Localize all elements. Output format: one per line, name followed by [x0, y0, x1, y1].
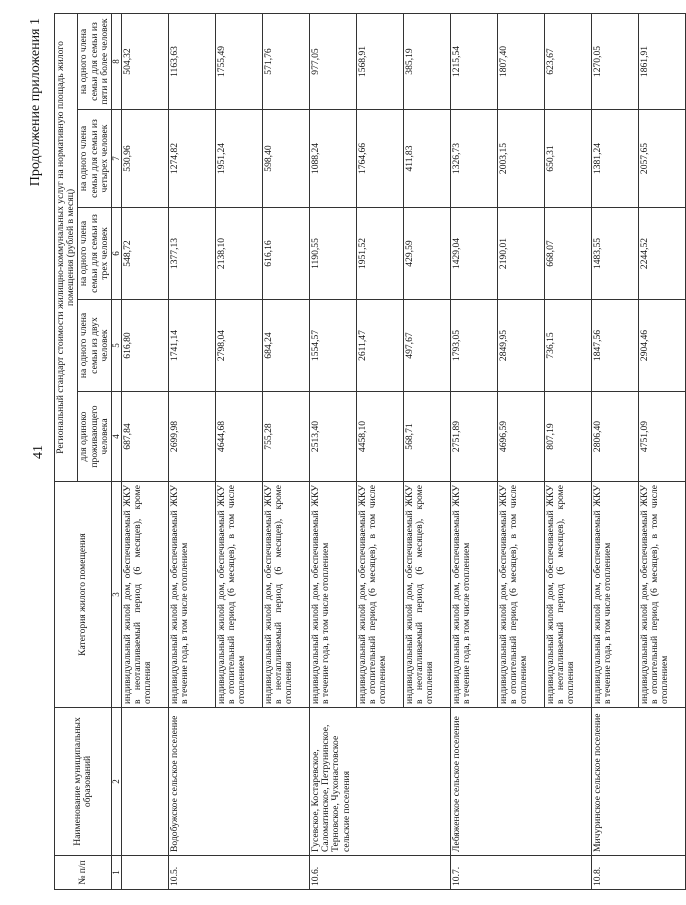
- value-cell: 650,31: [545, 110, 592, 208]
- value-cell: 2513,40: [310, 392, 357, 482]
- value-cell: 1163,63: [169, 13, 216, 109]
- value-cell: 687,84: [122, 392, 169, 482]
- value-cell: 504,32: [122, 13, 169, 109]
- table-row: [122, 13, 169, 889]
- page-number: 41: [31, 445, 46, 459]
- category-cell: индивидуальный жилой дом, обеспечиваемый ЖКУ в течение года, в том числе отоплением: [451, 482, 498, 708]
- header-sub-1: для одиноко проживающего человека: [78, 392, 112, 482]
- value-cell: 736,15: [545, 300, 592, 392]
- category-cell: индивидуальный жилой дом, обеспечиваемый ЖКУ в отопительный период (6 месяцев), в том числе отоплением: [498, 482, 545, 708]
- value-cell: 2138,10: [216, 208, 263, 300]
- value-cell: 385,19: [404, 13, 451, 109]
- header-category: Категория жилого помещения: [55, 482, 112, 708]
- value-cell: 1764,66: [357, 110, 404, 208]
- value-cell: 668,07: [545, 208, 592, 300]
- municipality-name: Мичуринское сельское поселение: [592, 708, 686, 856]
- value-cell: 2806,40: [592, 392, 639, 482]
- value-cell: 1483,55: [592, 208, 639, 300]
- value-cell: 1741,14: [169, 300, 216, 392]
- header-sub-3: на одного члена семьи для семьи из трех человек: [78, 208, 112, 300]
- value-cell: 1215,54: [451, 13, 498, 109]
- section-number: [122, 856, 169, 890]
- value-cell: 1088,24: [310, 110, 357, 208]
- value-cell: 616,80: [122, 300, 169, 392]
- value-cell: 530,96: [122, 110, 169, 208]
- value-cell: 429,59: [404, 208, 451, 300]
- section-number: 10.6.: [310, 856, 451, 890]
- value-cell: 2611,47: [357, 300, 404, 392]
- municipality-name: Гусевское, Костаревское, Саломатинское, Петрунинское, Терновское, Чухонастовское сельские поселения: [310, 708, 451, 856]
- value-cell: 977,05: [310, 13, 357, 109]
- category-cell: индивидуальный жилой дом, обеспечиваемый ЖКУ в течение года, в том числе отоплением: [169, 482, 216, 708]
- value-cell: 2057,65: [639, 110, 686, 208]
- header-sub-5: на одного члена семьи для семьи из пяти и более человек: [78, 13, 112, 109]
- column-number: 4: [112, 392, 122, 482]
- column-number: 5: [112, 300, 122, 392]
- appendix-title: Продолжение приложения 1: [28, 18, 43, 187]
- value-cell: 2190,01: [498, 208, 545, 300]
- table-row: [169, 13, 216, 889]
- column-number: 7: [112, 110, 122, 208]
- value-cell: 2244,52: [639, 208, 686, 300]
- value-cell: 1951,24: [216, 110, 263, 208]
- value-cell: 497,67: [404, 300, 451, 392]
- section-number: 10.7.: [451, 856, 592, 890]
- value-cell: 568,71: [404, 392, 451, 482]
- municipality-name: Лебяженское сельское поселение: [451, 708, 592, 856]
- header-standard: Региональный стандарт стоимости жилищно-коммунальных услуг на нормативную площадь жилого помещения (рублей в месяц): [55, 13, 78, 481]
- table-row: [592, 13, 639, 889]
- section-number: 10.8.: [592, 856, 686, 890]
- value-cell: 1807,40: [498, 13, 545, 109]
- category-cell: индивидуальный жилой дом, обеспечиваемый ЖКУ в течение года, в том числе отоплением: [592, 482, 639, 708]
- category-cell: индивидуальный жилой дом, обеспечиваемый ЖКУ в неотапливаемый период (6 месяцев), кроме отопления: [263, 482, 310, 708]
- column-number: 8: [112, 13, 122, 109]
- section-number: 10.5.: [169, 856, 310, 890]
- value-cell: 1755,49: [216, 13, 263, 109]
- document-page: [28, 14, 671, 890]
- value-cell: 755,28: [263, 392, 310, 482]
- value-cell: 1381,24: [592, 110, 639, 208]
- category-cell: индивидуальный жилой дом, обеспечиваемый ЖКУ в течение года, в том числе отоплением: [310, 482, 357, 708]
- header-sub-4: на одного члена семьи для семьи из четырех человек: [78, 110, 112, 208]
- value-cell: 548,72: [122, 208, 169, 300]
- value-cell: 684,24: [263, 300, 310, 392]
- value-cell: 616,16: [263, 208, 310, 300]
- value-cell: 1429,04: [451, 208, 498, 300]
- value-cell: 1377,13: [169, 208, 216, 300]
- value-cell: 1274,82: [169, 110, 216, 208]
- value-cell: 4644,68: [216, 392, 263, 482]
- column-number: 6: [112, 208, 122, 300]
- category-cell: индивидуальный жилой дом, обеспечиваемый ЖКУ в отопительный период (6 месяцев), в том числе отоплением: [216, 482, 263, 708]
- value-cell: 623,67: [545, 13, 592, 109]
- value-cell: 1793,05: [451, 300, 498, 392]
- value-cell: 571,76: [263, 13, 310, 109]
- category-cell: индивидуальный жилой дом, обеспечиваемый ЖКУ в отопительный период (6 месяцев), в том числе отоплением: [639, 482, 686, 708]
- table-row: [310, 13, 357, 889]
- value-cell: 1190,55: [310, 208, 357, 300]
- tariff-table: [54, 13, 686, 890]
- category-cell: индивидуальный жилой дом, обеспечиваемый ЖКУ в неотапливаемый период (6 месяцев), кроме отопления: [545, 482, 592, 708]
- value-cell: 4751,09: [639, 392, 686, 482]
- table-row: [451, 13, 498, 889]
- category-cell: индивидуальный жилой дом, обеспечиваемый ЖКУ в отопительный период (6 месяцев), в том числе отоплением: [357, 482, 404, 708]
- category-cell: индивидуальный жилой дом, обеспечиваемый ЖКУ в неотапливаемый период (6 месяцев), кроме отопления: [122, 482, 169, 708]
- value-cell: 2849,95: [498, 300, 545, 392]
- header-municipality: Наименование муниципальных образований: [55, 708, 112, 856]
- value-cell: 411,83: [404, 110, 451, 208]
- municipality-name: [122, 708, 169, 856]
- table-body: [122, 13, 686, 889]
- value-cell: 2003,15: [498, 110, 545, 208]
- value-cell: 4458,10: [357, 392, 404, 482]
- value-cell: 1951,52: [357, 208, 404, 300]
- category-cell: индивидуальный жилой дом, обеспечиваемый ЖКУ в неотапливаемый период (6 месяцев), кроме отопления: [404, 482, 451, 708]
- value-cell: 807,19: [545, 392, 592, 482]
- value-cell: 2904,46: [639, 300, 686, 392]
- value-cell: 1861,91: [639, 13, 686, 109]
- value-cell: 1326,73: [451, 110, 498, 208]
- municipality-name: Водобужское сельское поселение: [169, 708, 310, 856]
- value-cell: 598,40: [263, 110, 310, 208]
- value-cell: 2798,04: [216, 300, 263, 392]
- value-cell: 4696,59: [498, 392, 545, 482]
- value-cell: 1847,56: [592, 300, 639, 392]
- column-number: 2: [112, 708, 122, 856]
- value-cell: 2751,89: [451, 392, 498, 482]
- header-no: № п/п: [55, 856, 112, 890]
- value-cell: 2699,98: [169, 392, 216, 482]
- column-number: 1: [112, 856, 122, 890]
- value-cell: 1554,57: [310, 300, 357, 392]
- value-cell: 1568,91: [357, 13, 404, 109]
- value-cell: 1270,05: [592, 13, 639, 109]
- header-sub-2: на одного члена семьи из двух человек: [78, 300, 112, 392]
- column-number-row: [112, 13, 122, 889]
- column-number: 3: [112, 482, 122, 708]
